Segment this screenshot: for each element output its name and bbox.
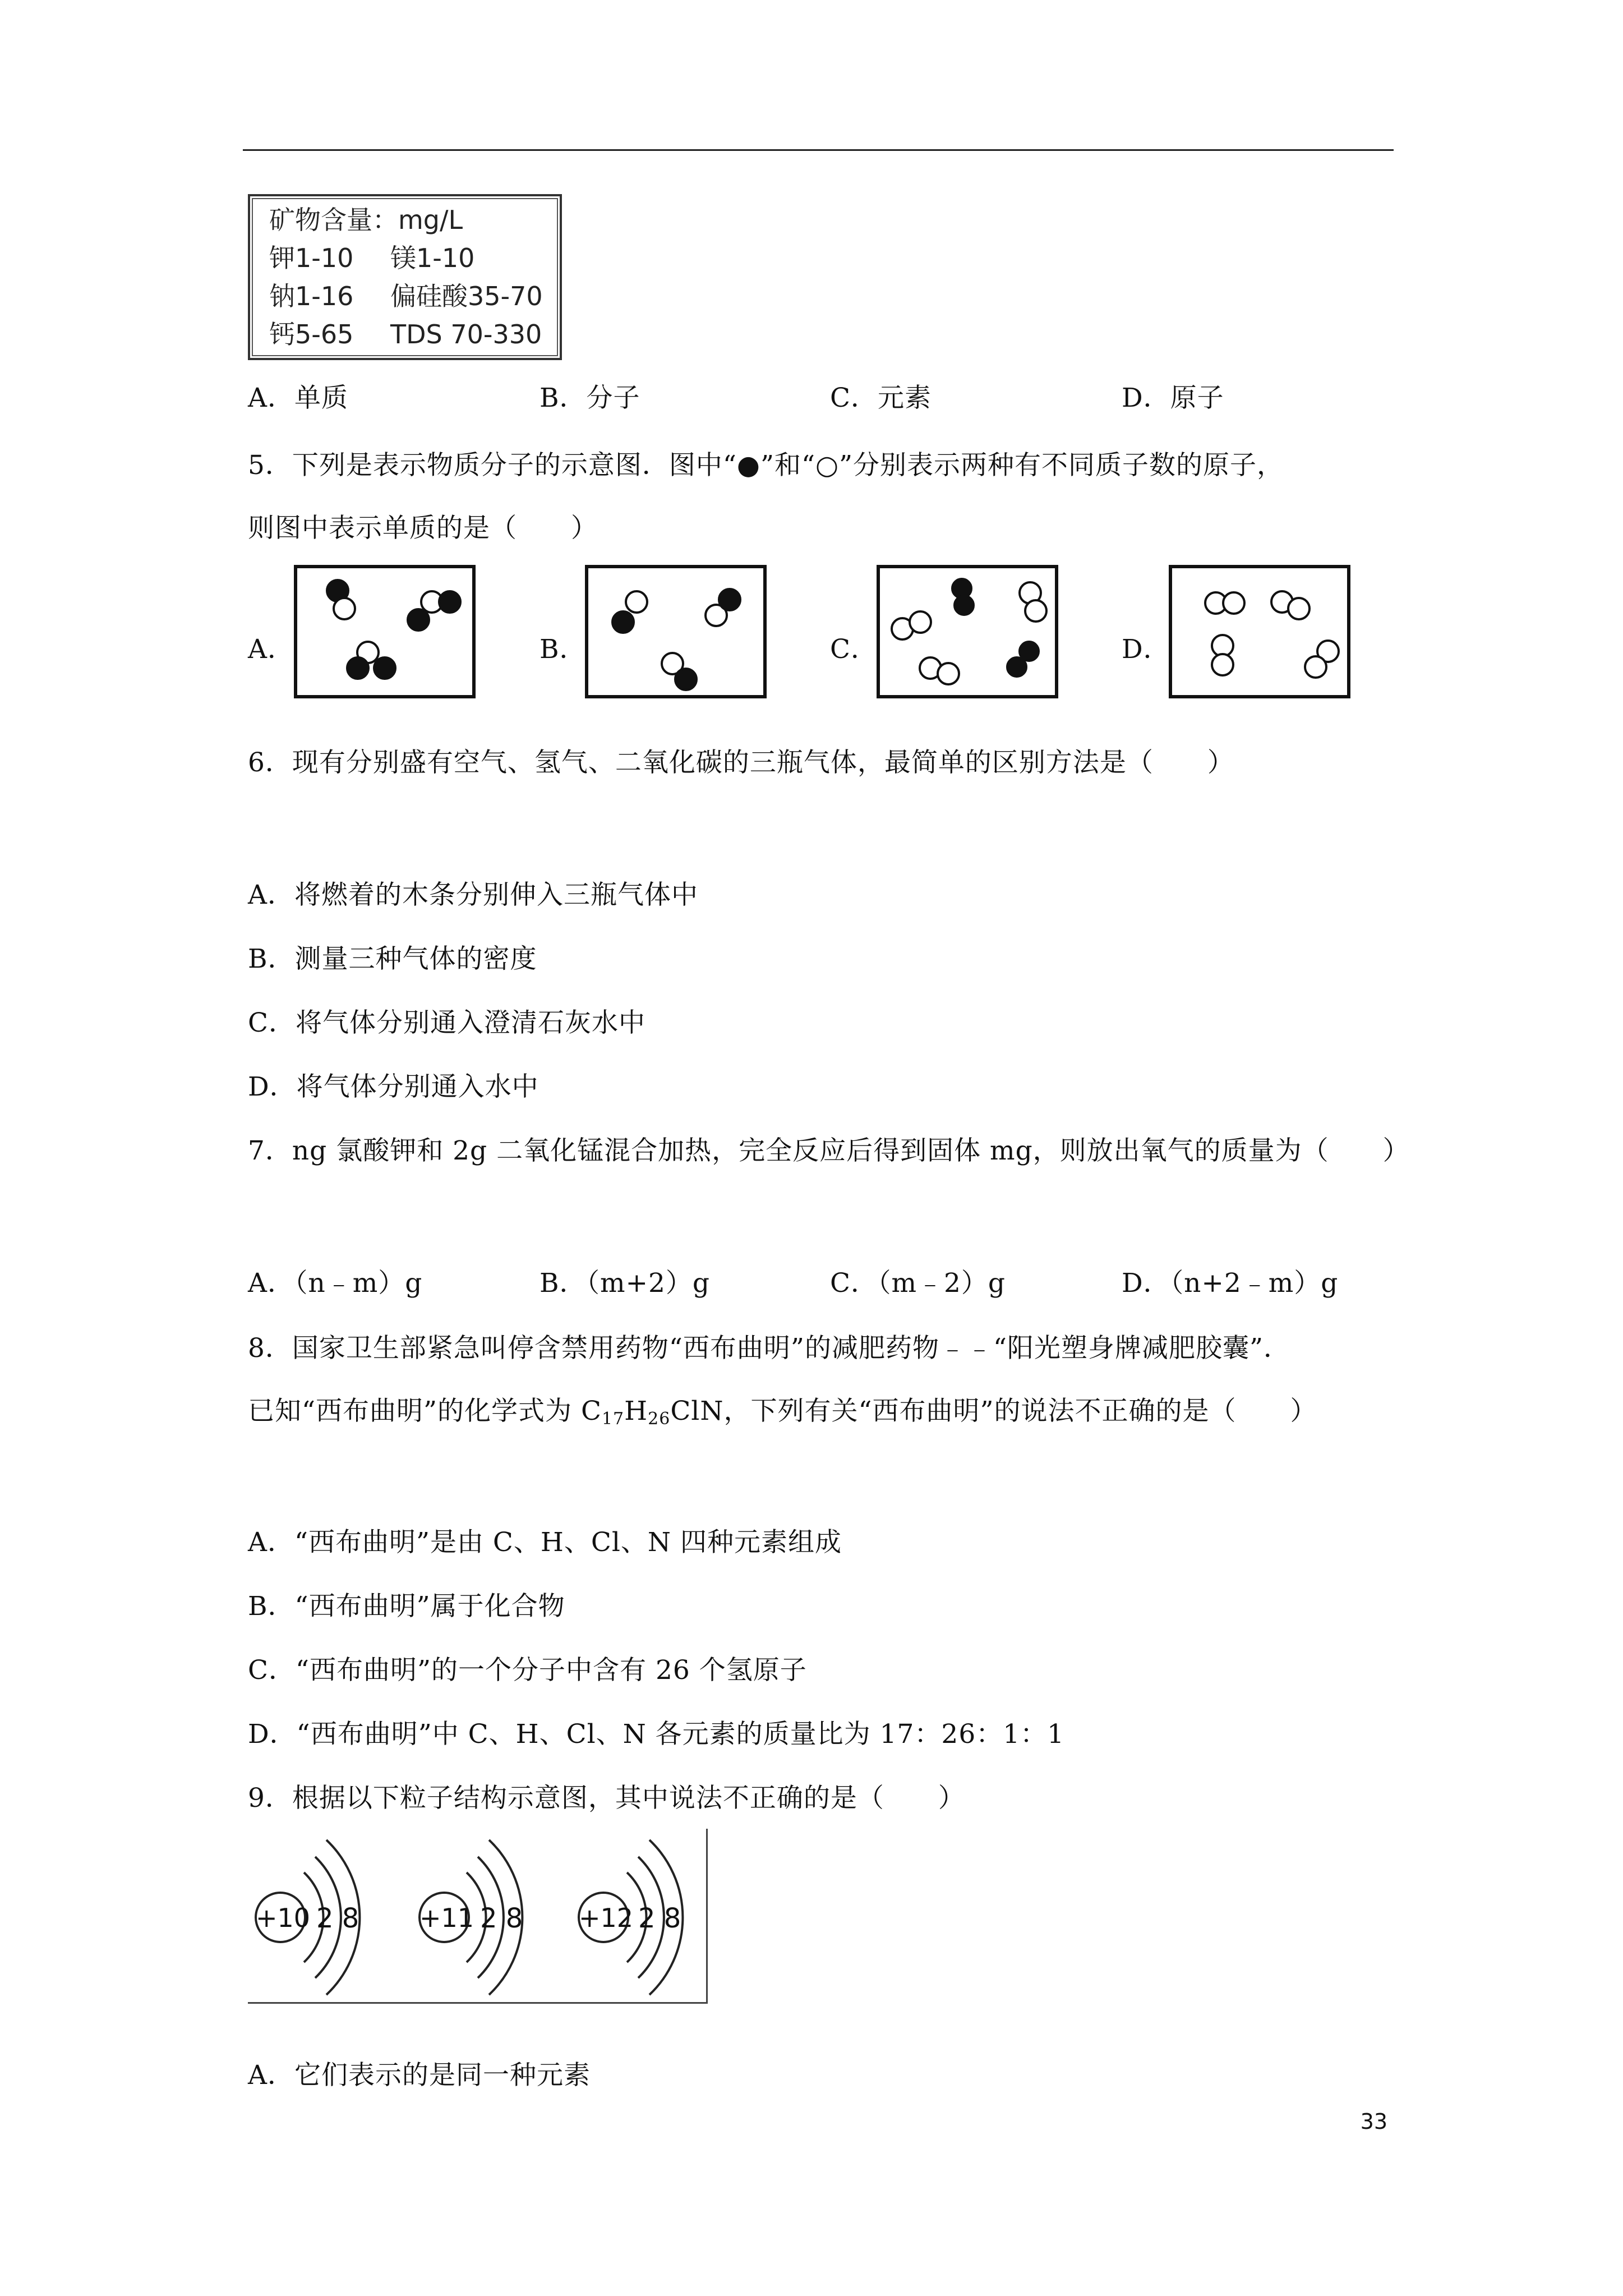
q7-option-a: A．（n﹣m）g [248, 1268, 423, 1299]
q5-label-b: B． [540, 634, 587, 665]
q5-label-a: A． [248, 634, 294, 665]
q9-stem: 9．根据以下粒子结构示意图，其中说法不正确的是（ ） [248, 1783, 965, 1814]
q4-option-c: C．元素 [830, 383, 932, 413]
molecule-diagram-a [294, 565, 476, 698]
nucleus-charge: +11 [419, 1903, 474, 1933]
mineral-cell: TDS 70-330 [390, 319, 542, 349]
molecule-pairs-b [588, 568, 763, 695]
molecule-diagram-d [1169, 565, 1350, 698]
q4-option-b: B．分子 [540, 383, 640, 413]
q8-stem-text: H [624, 1396, 648, 1427]
q8-stem-line1: 8．国家卫生部紧急叫停含禁用药物“西布曲明”的减肥药物﹣﹣“阳光塑身牌减肥胶囊”． [248, 1333, 1291, 1364]
mineral-cell: 镁1-10 [390, 243, 475, 273]
q8-option-c: C．“西布曲明”的一个分子中含有 26 个氢原子 [248, 1655, 807, 1686]
q4-option-d: D．原子 [1122, 383, 1224, 413]
q5-stem-line1: 5．下列是表示物质分子的示意图．图中“●”和“○”分别表示两种有不同质子数的原子， [248, 450, 1284, 481]
nucleus-charge: +10 [256, 1903, 311, 1933]
shell-electrons: 2 8 [638, 1903, 681, 1934]
q8-stem-text: ClN，下列有关“西布曲明”的说法不正确的是（ ） [670, 1396, 1317, 1427]
q4-option-a: A．单质 [248, 383, 348, 413]
q7-stem: 7．ng 氯酸钾和 2g 二氧化锰混合加热，完全反应后得到固体 mg，则放出氧气的质量为（ ） [248, 1135, 1410, 1166]
mineral-cell: 钙5-65 [269, 319, 354, 349]
mineral-cell: 偏硅酸35-70 [390, 281, 543, 311]
q6-stem: 6．现有分别盛有空气、氢气、二氧化碳的三瓶气体，最简单的区别方法是（ ） [248, 747, 1234, 778]
shell-electrons: 2 8 [480, 1903, 523, 1934]
q6-option-d: D．将气体分别通入水中 [248, 1071, 539, 1102]
molecule-diagram-b [585, 565, 767, 698]
molecule-pairs-a [297, 568, 472, 695]
q7-option-d: D．（n+2﹣m）g [1122, 1268, 1339, 1299]
q7-option-b: B．（m+2）g [540, 1268, 710, 1299]
page-number: 33 [1360, 2109, 1387, 2134]
shell-electrons: 2 8 [316, 1903, 359, 1934]
q7-option-c: C．（m﹣2）g [830, 1268, 1006, 1299]
header-rule [243, 149, 1394, 151]
molecule-pairs-c [880, 568, 1055, 695]
q6-option-c: C．将气体分别通入澄清石灰水中 [248, 1007, 645, 1038]
q5-stem-line2: 则图中表示单质的是（ ） [248, 513, 598, 544]
mineral-cell: 钠1-16 [269, 281, 354, 311]
q8-option-a: A．“西布曲明”是由 C、H、Cl、N 四种元素组成 [248, 1527, 842, 1558]
atom-structure-diagram [248, 1829, 708, 2004]
formula-subscript: 26 [648, 1409, 671, 1429]
q6-option-a: A．将燃着的木条分别伸入三瓶气体中 [248, 880, 698, 910]
q8-option-d: D．“西布曲明”中 C、H、Cl、N 各元素的质量比为 17：26：1：1 [248, 1719, 1065, 1750]
q8-option-b: B．“西布曲明”属于化合物 [248, 1591, 565, 1622]
q9-option-a: A．它们表示的是同一种元素 [248, 2060, 591, 2091]
nucleus-charge: +12 [579, 1903, 634, 1933]
q5-label-d: D． [1122, 634, 1170, 665]
mineral-cell: 钾1-10 [269, 243, 354, 273]
q5-label-c: C． [830, 634, 878, 665]
q6-option-b: B．测量三种气体的密度 [248, 944, 537, 974]
molecule-pairs-d [1172, 568, 1347, 695]
q8-stem-line2 [248, 1395, 1317, 1436]
formula-subscript: 17 [601, 1409, 625, 1429]
mineral-title: 矿物含量：mg/L [269, 205, 463, 235]
mineral-content-label [248, 194, 562, 360]
q8-stem-text: 已知“西布曲明”的化学式为 C [248, 1396, 602, 1427]
molecule-diagram-c [877, 565, 1058, 698]
